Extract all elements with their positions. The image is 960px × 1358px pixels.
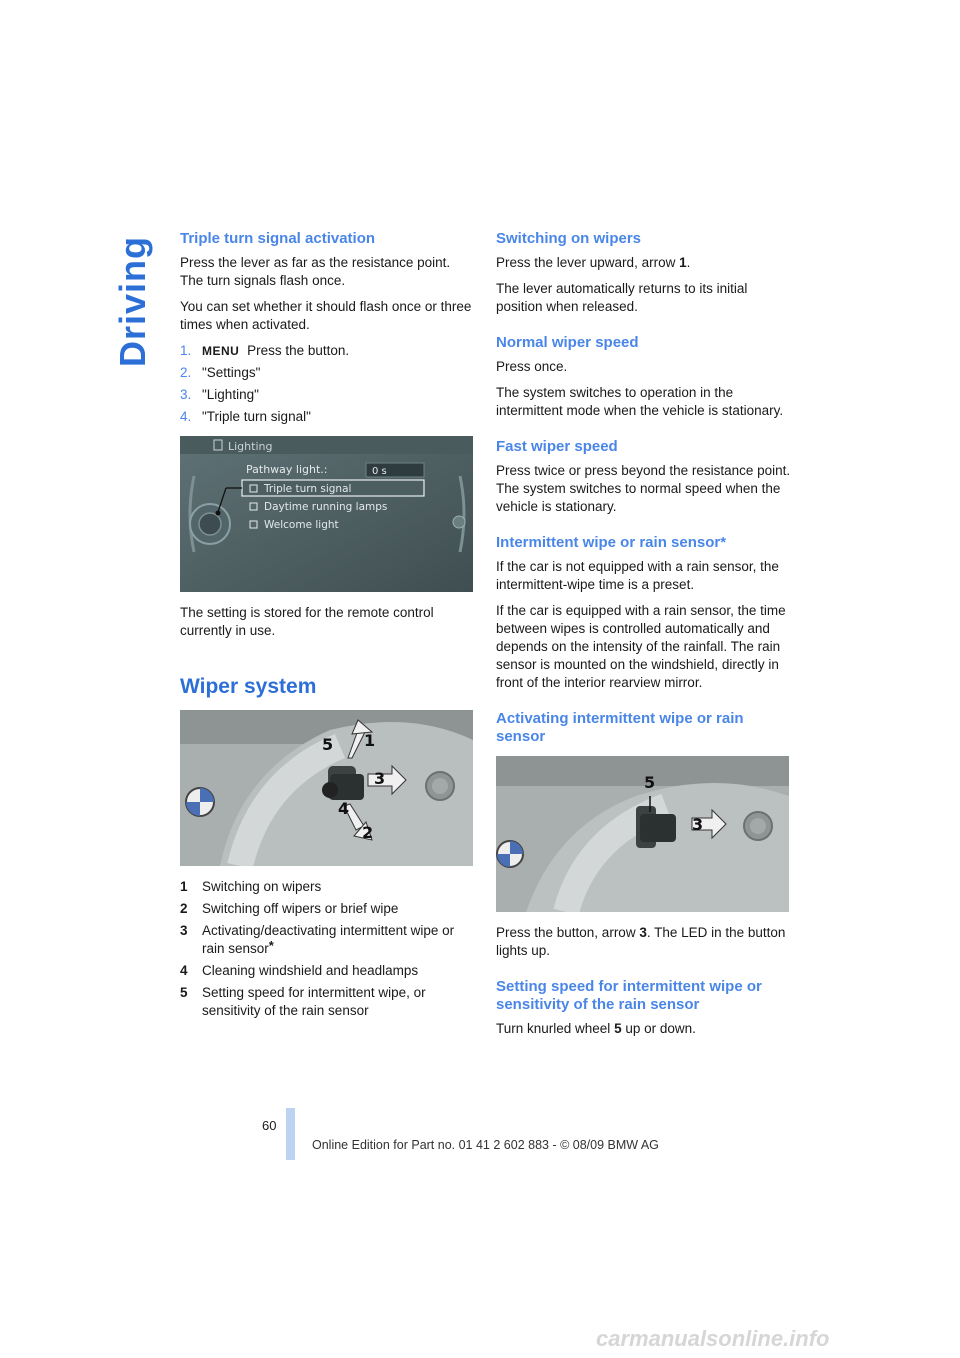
legend-text: Cleaning windshield and headlamps — [202, 963, 419, 978]
step-number: 4. — [180, 409, 192, 424]
legend-text: Activating/deactivating intermittent wipe or rain sensor — [202, 923, 455, 956]
wiper-legend-list — [180, 878, 476, 1020]
footer-accent-bar — [286, 1108, 295, 1160]
step-text: "Settings" — [202, 365, 261, 380]
triple-turn-signal-heading: Triple turn signal activation — [180, 230, 376, 247]
switching-on-wipers-heading: Switching on wipers — [496, 230, 642, 247]
screen-item-welcome: Welcome light — [264, 519, 339, 531]
intermittent-p2: If the car is equipped with a rain sensor, the time between wipes is controlled automatically and depends on the intensity of the rainfall. The rain sensor is mounted on the windshield, directly in front of the interior rearview mirror. — [496, 603, 786, 690]
setting-p1: Turn knurled wheel 5 up or down. — [496, 1021, 696, 1036]
legend-text: Switching off wipers or brief wipe — [202, 901, 399, 916]
fast-p1: Press twice or press beyond the resistance point. — [496, 463, 791, 478]
legend-text: Switching on wipers — [202, 879, 322, 894]
setting-speed-heading: Setting speed for intermittent wipe or sensitivity of the rain sensor — [496, 978, 762, 1013]
menu-button-icon: MENU — [202, 344, 240, 358]
step-item — [180, 408, 476, 426]
left-column — [180, 230, 476, 1024]
intermittent-p1: If the car is not equipped with a rain sensor, the intermittent-wipe time is a preset. — [496, 559, 779, 592]
wiper-lever-image — [180, 710, 473, 866]
wiper-fig-label: 4 — [338, 799, 350, 818]
step-text: Press the button. — [243, 343, 350, 358]
triple-p2: You can set whether it should flash once or three times when activated. — [180, 299, 472, 332]
optional-equipment-star: * — [268, 938, 274, 953]
wiper-fig-label: 3 — [374, 769, 386, 788]
step-number: 1. — [180, 343, 192, 358]
activating-fig-label: 3 — [692, 815, 704, 834]
screen-item-triple: Triple turn signal — [264, 483, 352, 495]
watermark-text: carmanualsonline.info — [596, 1326, 830, 1351]
legend-number: 4 — [180, 963, 188, 978]
step-text: "Lighting" — [202, 387, 259, 402]
legend-number: 1 — [180, 879, 188, 894]
normal-p1: Press once. — [496, 359, 568, 374]
switching-p2: The lever automatically returns to its initial position when released. — [496, 281, 748, 314]
setting-speed-section — [496, 978, 792, 1038]
pathway-light-label: Pathway light.: — [246, 463, 328, 476]
wiper-system-heading: Wiper system — [180, 675, 317, 698]
screen-title: Lighting — [228, 440, 273, 453]
wiper-fig-label: 5 — [322, 735, 334, 754]
normal-wiper-speed-section — [496, 334, 792, 420]
legend-text: Setting speed for intermittent wipe, or sensitivity of the rain sensor — [202, 985, 426, 1018]
intermittent-wipe-section — [496, 534, 792, 692]
legend-item — [180, 984, 476, 1020]
legend-item — [180, 962, 476, 980]
activating-intermittent-section — [496, 710, 792, 960]
page-number: 60 — [262, 1118, 277, 1133]
chapter-side-label: Driving — [112, 236, 153, 368]
rain-sensor-button-image — [496, 756, 789, 912]
activating-fig-label: 5 — [644, 773, 656, 792]
footer-edition-text: Online Edition for Part no. 01 41 2 602 883 - © 08/09 BMW AG — [312, 1138, 659, 1152]
legend-item — [180, 900, 476, 918]
activating-intermittent-heading: Activating intermittent wipe or rain sensor — [496, 710, 744, 745]
switching-p1: Press the lever upward, arrow 1. — [496, 255, 691, 270]
normal-wiper-speed-heading: Normal wiper speed — [496, 334, 639, 351]
step-number: 2. — [180, 365, 192, 380]
legend-number: 5 — [180, 985, 188, 1000]
legend-number: 2 — [180, 901, 188, 916]
pathway-light-value: 0 s — [372, 466, 387, 477]
triple-p1: Press the lever as far as the resistance point. The turn signals flash once. — [180, 255, 451, 288]
wiper-fig-label: 1 — [364, 731, 376, 750]
right-column — [496, 230, 792, 1046]
triple-turn-signal-section — [180, 230, 476, 640]
step-item — [180, 342, 476, 360]
fast-wiper-speed-section — [496, 438, 792, 516]
legend-item — [180, 878, 476, 896]
step-text: "Triple turn signal" — [202, 409, 311, 424]
step-item — [180, 386, 476, 404]
triple-steps-list — [180, 342, 476, 426]
lighting-menu-screen-image — [180, 436, 473, 592]
legend-number: 3 — [180, 923, 188, 938]
activating-p1: Press the button, arrow 3. The LED in the button lights up. — [496, 925, 786, 958]
fast-p2: The system switches to normal speed when the vehicle is stationary. — [496, 481, 781, 514]
fast-wiper-speed-heading: Fast wiper speed — [496, 438, 618, 455]
normal-p2: The system switches to operation in the intermittent mode when the vehicle is stationary. — [496, 385, 784, 418]
legend-item — [180, 922, 476, 958]
triple-p3: The setting is stored for the remote control currently in use. — [180, 605, 434, 638]
step-number: 3. — [180, 387, 192, 402]
wiper-fig-label: 2 — [362, 823, 374, 842]
switching-on-wipers-section — [496, 230, 792, 316]
step-item — [180, 364, 476, 382]
screen-item-daytime: Daytime running lamps — [264, 501, 388, 513]
intermittent-wipe-heading: Intermittent wipe or rain sensor* — [496, 534, 727, 551]
